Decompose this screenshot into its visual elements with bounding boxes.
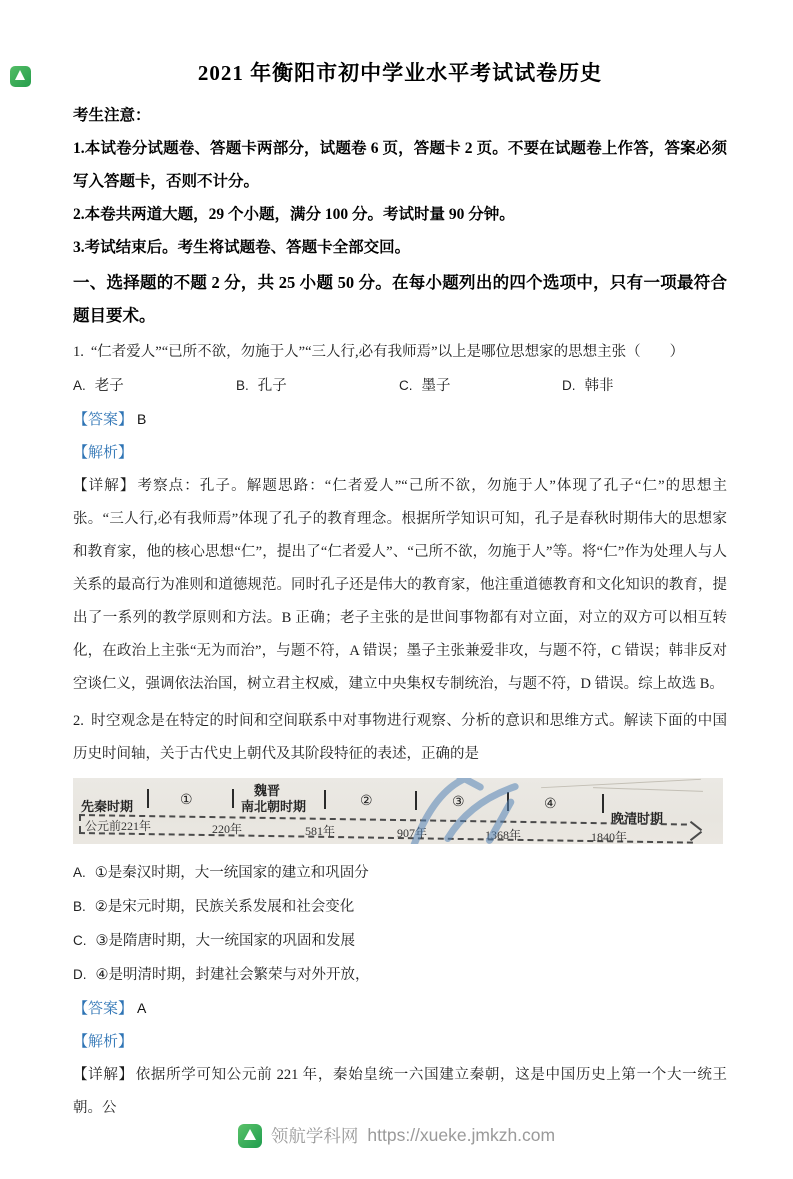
timeline-tick-icon bbox=[602, 794, 604, 813]
option-c-label: C. bbox=[73, 933, 87, 948]
option-c-text: 墨子 bbox=[421, 378, 451, 394]
option-d-text: 韩非 bbox=[584, 378, 614, 394]
question-2-number: 2. bbox=[73, 713, 84, 729]
timeline-figure bbox=[73, 778, 723, 844]
site-logo-footer-icon bbox=[238, 1124, 262, 1148]
option-c-text: ③是隋唐时期，大一统国家的巩固和发展 bbox=[95, 933, 355, 949]
option-c-label: C. bbox=[399, 378, 413, 393]
timeline-arrowhead-icon bbox=[690, 831, 702, 841]
question-1-options bbox=[73, 369, 727, 403]
question-2-answer-letter: A bbox=[137, 1000, 147, 1016]
notice-item-3: 3.考试结束后。考生将试题卷、答题卡全部交回。 bbox=[73, 239, 411, 256]
question-2-option-b bbox=[73, 890, 727, 924]
timeline-period-4: ④ bbox=[544, 797, 557, 812]
option-b-text: 孔子 bbox=[257, 378, 287, 394]
option-d-label: D. bbox=[73, 967, 87, 982]
detail-label: 【详解】 bbox=[73, 478, 136, 494]
question-2-analysis-label: 【解析】 bbox=[73, 1034, 134, 1050]
timeline-date-2: 581年 bbox=[305, 824, 336, 838]
timeline-arrowhead-icon bbox=[690, 821, 702, 831]
timeline-period-weijin-top: 魏晋 bbox=[254, 783, 281, 798]
question-1-answer-line bbox=[73, 403, 727, 437]
option-a-text: 老子 bbox=[94, 378, 124, 394]
section-heading: 一、选择题的不题 2 分，共 25 小题 50 分。在每小题列出的四个选项中，只有一项最符合题目要术。 bbox=[73, 273, 727, 325]
question-2-stem-text: 时空观念是在特定的时间和空间联系中对事物进行观察、分析的意识和思维方式。解读下面的中国历史时间轴，关于古代史上朝代及其阶段特征的表述，正确的是 bbox=[73, 713, 727, 762]
question-1-analysis-label: 【解析】 bbox=[73, 445, 134, 461]
timeline-period-1: ① bbox=[180, 793, 193, 808]
timeline-date-0: 公元前221年 bbox=[85, 819, 152, 833]
question-2-detail bbox=[73, 1059, 727, 1125]
site-logo-topleft-icon bbox=[10, 66, 31, 87]
option-b-text: ②是宋元时期，民族关系发展和社会变化 bbox=[94, 899, 355, 915]
question-2-stem bbox=[73, 705, 727, 771]
question-1-stem bbox=[73, 336, 727, 369]
page-title: 2021 年衡阳市初中学业水平考试试卷历史 bbox=[197, 61, 603, 85]
timeline-date-3: 907年 bbox=[397, 826, 428, 840]
timeline-date-4: 1368年 bbox=[485, 828, 522, 842]
blue-watermark-stamp-icon bbox=[370, 778, 556, 844]
timeline-period-2: ② bbox=[360, 794, 373, 809]
timeline-date-5: 1840年 bbox=[591, 830, 628, 844]
exam-page bbox=[0, 57, 793, 1125]
question-1-answer-letter: B bbox=[137, 411, 147, 427]
answer-label: 【答案】 bbox=[73, 1001, 134, 1017]
timeline-tick-icon bbox=[232, 789, 234, 808]
option-b-label: B. bbox=[73, 899, 86, 914]
question-1-option-b bbox=[236, 369, 399, 403]
photo-artifact bbox=[541, 779, 701, 788]
question-1-detail-text: 考察点：孔子。解题思路：“仁者爱人”“己所不欲，勿施于人”体现了孔子“仁”的思想主张。“三人行,必有我师焉”体现了孔子的教育理念。根据所学知识可知，孔子是春秋时期伟大的思想家和教育家，他的核心思想“仁”，提出了“仁者爱人”、“己所不欲，勿施于人”等。将“仁”作为处理人与人关系的最高行为准则和道德规范。同时孔子还是伟大的教育家，他注重道德教育和文化知识的教育，提出了一系列的教学原则和方法。B 正确；老子主张的是世间事物都有对立面，对立的双方可以相互转化，在政治上主张“无为而治”，与题不符，A 错误；墨子主张兼爱非攻，与题不符，C 错误；韩非反对空谈仁义，强调依法治国，树立君主权威，建立中央集权专制统治，与题不符，D 错误。综上故选 B。 bbox=[73, 478, 727, 692]
notice-item-2: 2.本卷共两道大题，29 个小题，满分 100 分。考试时量 90 分钟。 bbox=[73, 206, 515, 223]
question-1-detail bbox=[73, 470, 727, 701]
question-1-option-c bbox=[399, 369, 562, 403]
timeline-dash-left bbox=[79, 815, 81, 832]
question-1-stem-text: “仁者爱人”“已所不欲，勿施于人”“三人行,必有我师焉”以上是哪位思想家的思想主张（ ） bbox=[90, 344, 685, 360]
notice-item-1: 1.本试卷分试题卷、答题卡两部分，试题卷 6 页，答题卡 2 页。不要在试题卷上作答，答案必须写入答题卡，否则不计分。 bbox=[73, 140, 727, 190]
question-2-answer-line bbox=[73, 992, 727, 1026]
timeline-period-3: ③ bbox=[452, 795, 465, 810]
question-1-option-d bbox=[562, 369, 727, 403]
notice-heading: 考生注意： bbox=[73, 107, 151, 124]
photo-artifact bbox=[593, 787, 703, 792]
timeline-tick-icon bbox=[147, 789, 149, 808]
footer-watermark bbox=[0, 1123, 793, 1148]
option-a-text: ①是秦汉时期，大一统国家的建立和巩固分 bbox=[94, 865, 369, 881]
question-2-option-a bbox=[73, 856, 727, 890]
footer-url: https://xueke.jmkzh.com bbox=[367, 1125, 556, 1145]
timeline-date-1: 220年 bbox=[212, 822, 243, 836]
answer-label: 【答案】 bbox=[73, 412, 134, 428]
option-a-label: A. bbox=[73, 865, 86, 880]
question-1-option-a bbox=[73, 369, 236, 403]
timeline-tick-icon bbox=[324, 790, 326, 809]
timeline-period-xianqin: 先秦时期 bbox=[81, 799, 134, 814]
timeline-period-wanqing: 晚清时期 bbox=[611, 811, 664, 826]
option-d-label: D. bbox=[562, 378, 576, 393]
question-2-option-c bbox=[73, 924, 727, 958]
question-1-number: 1. bbox=[73, 344, 84, 360]
footer-site-name: 领航学科网 bbox=[270, 1126, 359, 1146]
timeline-period-weijin-bottom: 南北朝时期 bbox=[241, 799, 307, 814]
question-2-detail-text: 依据所学可知公元前 221 年，秦始皇统一六国建立秦朝，这是中国历史上第一个大一统王朝。公 bbox=[73, 1067, 728, 1116]
option-b-label: B. bbox=[236, 378, 249, 393]
question-2-option-d bbox=[73, 958, 727, 992]
detail-label: 【详解】 bbox=[73, 1067, 134, 1083]
option-d-text: ④是明清时期，封建社会繁荣与对外开放， bbox=[95, 967, 370, 983]
option-a-label: A. bbox=[73, 378, 86, 393]
